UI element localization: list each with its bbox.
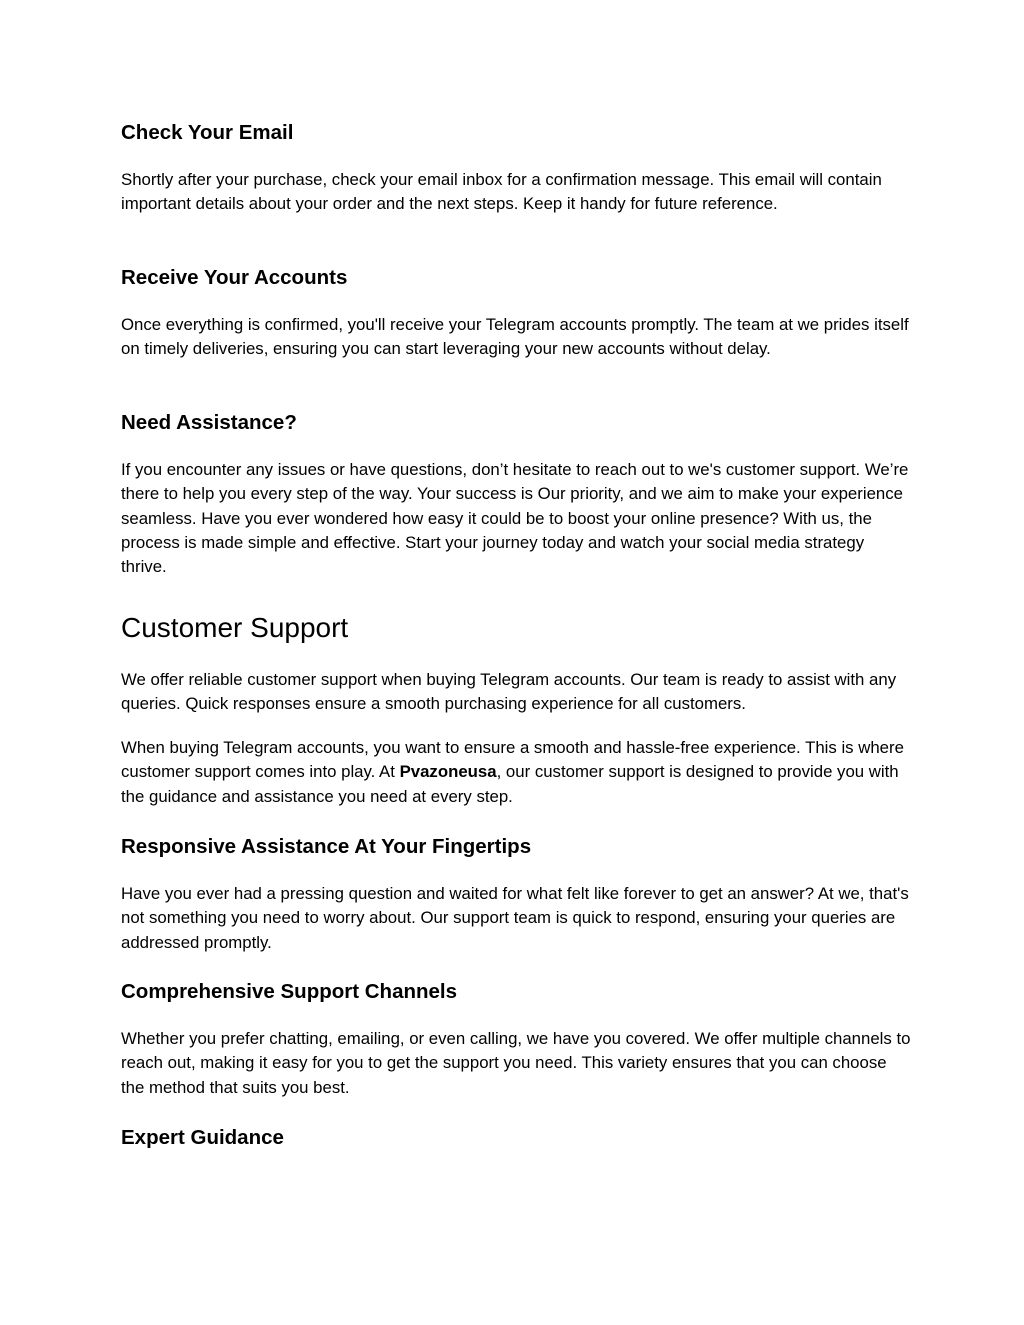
heading-responsive-assistance: Responsive Assistance At Your Fingertips (121, 835, 532, 858)
heading-need-assistance: Need Assistance? (121, 411, 297, 434)
paragraph-need-assistance: If you encounter any issues or have questions, don’t hesitate to reach out to we's customer support. We’re there to help you every step of the way. Your success is Our priority, and we aim to make your experience seamless. Have you ever wondered how easy it could be to boost your online presence? With us, the process is made simple and effective. Start your journey today and watch your social media strategy thrive. (121, 460, 909, 577)
heading-expert-guidance: Expert Guidance (121, 1126, 284, 1149)
paragraph-customer-support-intro: We offer reliable customer support when buying Telegram accounts. Our team is ready to assist with any queries. Quick responses ensure a smooth purchasing experience for all customers. (121, 670, 897, 714)
brand-name: Pvazoneusa (399, 762, 497, 782)
heading-customer-support: Customer Support (121, 612, 349, 643)
paragraph-check-your-email: Shortly after your purchase, check your email inbox for a confirmation message. This email will contain important details about your order and the next steps. Keep it handy for future reference. (121, 170, 882, 214)
paragraph-text-before-brand: When buying Telegram accounts, you want to ensure a smooth and hassle-free experience. This is where customer support comes into play. At (121, 738, 904, 782)
heading-comprehensive-support-channels: Comprehensive Support Channels (121, 980, 458, 1003)
paragraph-receive-your-accounts: Once everything is confirmed, you'll receive your Telegram accounts promptly. The team at we prides itself on timely deliveries, ensuring you can start leveraging your new accounts without delay. (121, 315, 909, 359)
paragraph-customer-support-details (121, 736, 911, 809)
heading-check-your-email: Check Your Email (121, 121, 294, 144)
paragraph-comprehensive-support-channels: Whether you prefer chatting, emailing, or even calling, we have you covered. We offer multiple channels to reach out, making it easy for you to get the support you need. This variety ensures that you can choose the method that suits you best. (121, 1029, 911, 1097)
heading-receive-your-accounts: Receive Your Accounts (121, 266, 348, 289)
paragraph-responsive-assistance: Have you ever had a pressing question and waited for what felt like forever to get an answer? At we, that's not something you need to worry about. Our support team is quick to respond, ensuring your queries are addressed promptly. (121, 884, 909, 952)
paragraph-text-after-brand: , our customer support is designed to provide you with the guidance and assistance you need at every step. (121, 762, 899, 806)
